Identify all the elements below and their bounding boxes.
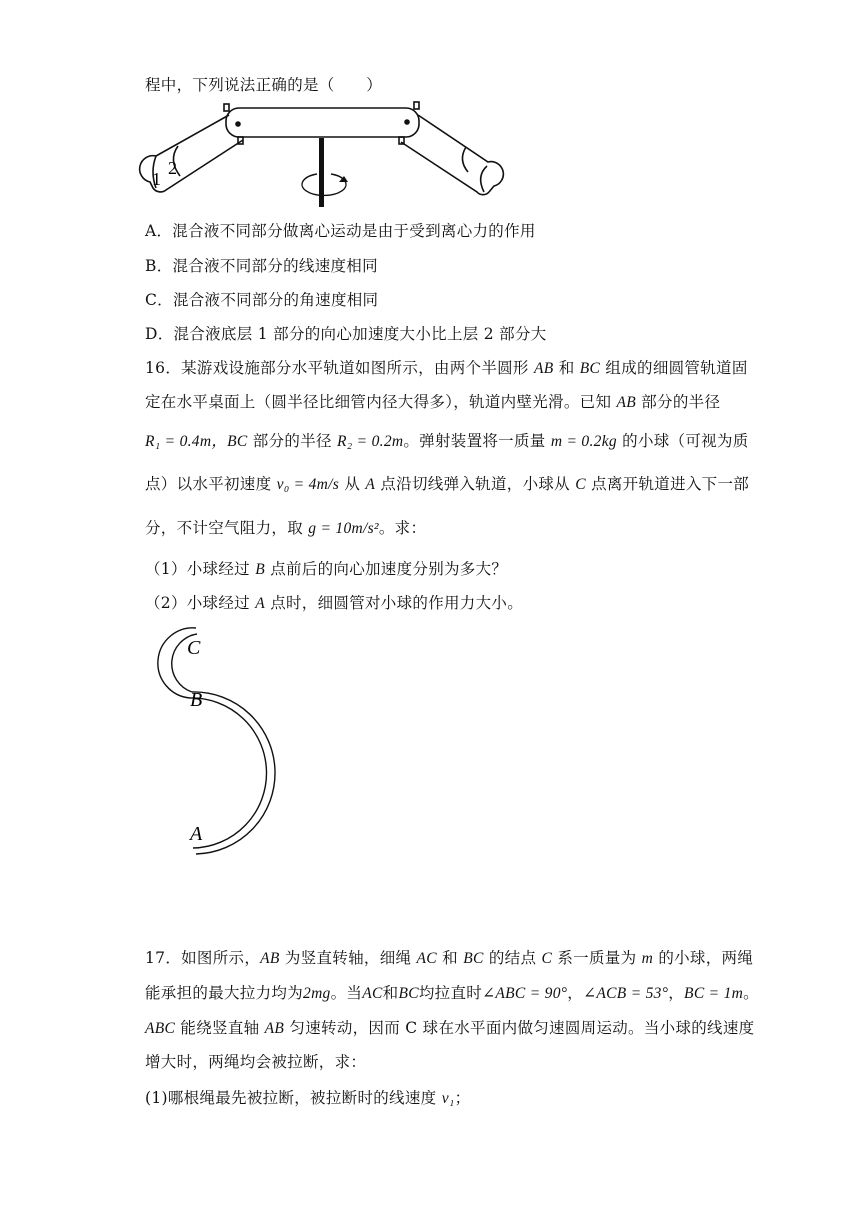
q17-line-4: 增大时，两绳均会被拉断，求： — [145, 1053, 367, 1071]
q17-line-1: 17．如图所示，AB 为竖直转轴，细绳 AC 和 BC 的结点 C 系一质量为 m 的小球，两绳 — [145, 949, 754, 967]
q17-line-3: ABC 能绕竖直轴 AB 匀速转动，因而 C 球在水平面内做匀速圆周运动。当小球的线速度 — [145, 1019, 755, 1037]
point-a-label: A — [190, 823, 203, 845]
q16-line-5: 分，不计空气阻力，取 g = 10m/s²。求： — [145, 519, 427, 537]
q17-sub-1: (1)哪根绳最先被拉断，被拉断时的线速度 v₁； — [145, 1089, 471, 1107]
q16-sub-1: （1）小球经过 B 点前后的向心加速度分别为多大？ — [145, 560, 508, 578]
option-c: C．混合液不同部分的角速度相同 — [145, 291, 379, 309]
track-figure — [0, 618, 860, 878]
q16-sub-2: （2）小球经过 A 点时，细圆管对小球的作用力大小。 — [145, 594, 524, 612]
tube-label-2: 2 — [168, 158, 177, 178]
option-d: D．混合液底层 1 部分的向心加速度大小比上层 2 部分大 — [145, 325, 547, 343]
centrifuge-figure — [0, 100, 860, 310]
tube-label-1: 1 — [152, 169, 161, 189]
q16-line-3: R₁ = 0.4m，BC 部分的半径 R₂ = 0.2m。弹射装置将一质量 m = 0.2kg 的小球（可视为质 — [145, 432, 749, 450]
q16-line-1: 16．某游戏设施部分水平轨道如图所示，由两个半圆形 AB 和 BC 组成的细圆管轨道固 — [145, 359, 748, 377]
option-b: B．混合液不同部分的线速度相同 — [145, 257, 378, 275]
q16-line-4: 点）以水平初速度 v₀ = 4m/s 从 A 点沿切线弹入轨道，小球从 C 点离开轨道进入下一部 — [145, 475, 750, 493]
q17-line-2: 能承担的最大拉力均为2mg。当AC和BC均拉直时∠ABC = 90°，∠ACB = 53°，BC = 1m。 — [145, 984, 759, 1002]
q16-line-2: 定在水平桌面上（圆半径比细管内径大得多），轨道内壁光滑。已知 AB 部分的半径 — [145, 393, 721, 411]
q15-stem-end: 程中，下列说法正确的是（ ） — [145, 76, 383, 94]
option-a: A．混合液不同部分做离心运动是由于受到离心力的作用 — [145, 222, 536, 240]
point-b-label: B — [190, 689, 203, 711]
point-c-label: C — [187, 637, 201, 659]
